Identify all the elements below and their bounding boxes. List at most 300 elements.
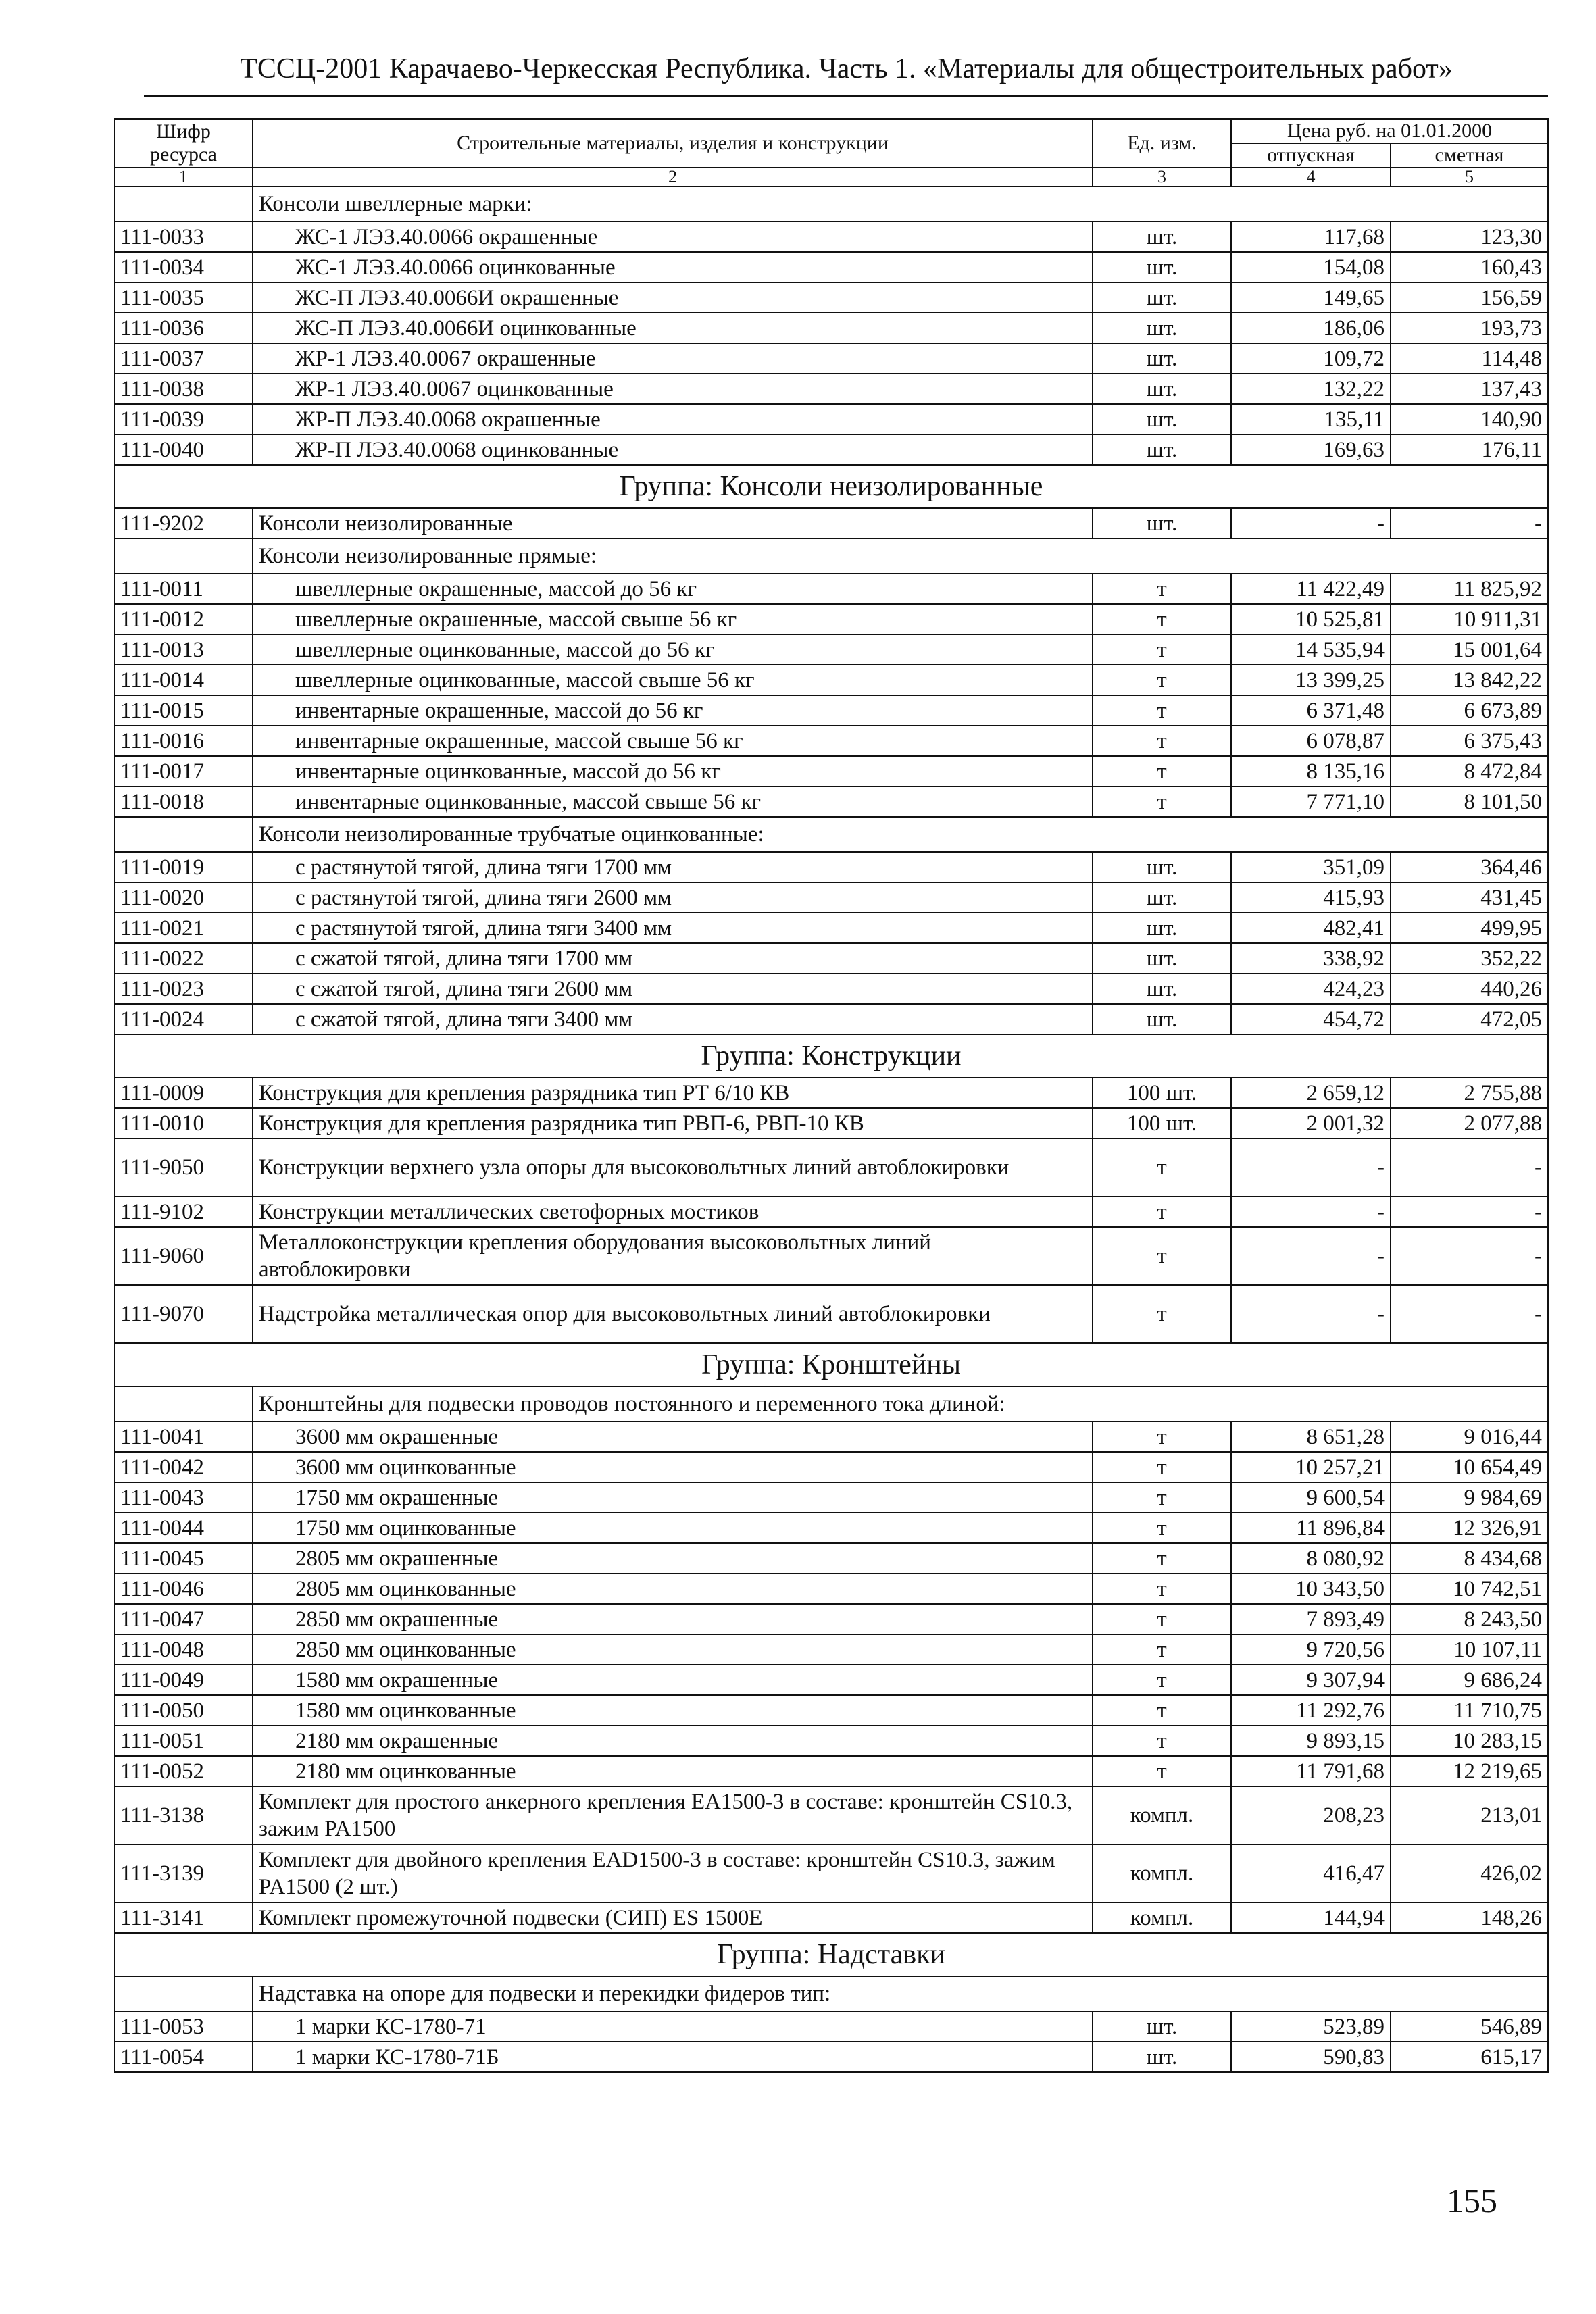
unit-cell: т [1093, 1604, 1231, 1634]
col-price-group-header: Цена руб. на 01.01.2000 [1231, 119, 1548, 143]
resource-code: 111-0010 [114, 1108, 253, 1138]
table-row [114, 1513, 1548, 1543]
release-price: 144,94 [1231, 1903, 1391, 1933]
resource-code: 111-0023 [114, 974, 253, 1004]
material-name: 3600 мм окрашенные [253, 1422, 1093, 1452]
material-name: ЖР-1 ЛЭЗ.40.0067 окрашенные [253, 343, 1093, 374]
unit-cell: шт. [1093, 508, 1231, 538]
group-title: Группа: Надставки [114, 1933, 1548, 1976]
resource-code: 111-0043 [114, 1482, 253, 1513]
unit-cell: шт. [1093, 343, 1231, 374]
material-name: 2850 мм оцинкованные [253, 1634, 1093, 1665]
subheading-row [114, 1976, 1548, 2011]
table-row [114, 282, 1548, 313]
resource-code: 111-0021 [114, 913, 253, 943]
unit-cell: т [1093, 1543, 1231, 1574]
resource-code: 111-0042 [114, 1452, 253, 1482]
resource-code: 111-0044 [114, 1513, 253, 1543]
material-name: ЖС-П ЛЭЗ.40.0066И оцинкованные [253, 313, 1093, 343]
estimate-price: - [1391, 508, 1548, 538]
material-name: с растянутой тягой, длина тяги 2600 мм [253, 882, 1093, 913]
material-name: швеллерные окрашенные, массой до 56 кг [253, 574, 1093, 604]
unit-cell: шт. [1093, 282, 1231, 313]
unit-cell: т [1093, 1138, 1231, 1197]
material-name: швеллерные оцинкованные, массой свыше 56 кг [253, 665, 1093, 695]
estimate-price: 10 911,31 [1391, 604, 1548, 634]
material-name: 1580 мм окрашенные [253, 1665, 1093, 1695]
resource-code: 111-0036 [114, 313, 253, 343]
unit-cell: 100 шт. [1093, 1078, 1231, 1108]
material-name: Надстройка металлическая опор для высоковольтных линий автоблокировки [253, 1285, 1093, 1343]
unit-cell: шт. [1093, 943, 1231, 974]
estimate-price: 12 219,65 [1391, 1756, 1548, 1786]
table-row [114, 1138, 1548, 1197]
unit-cell: шт. [1093, 2011, 1231, 2042]
unit-cell: шт. [1093, 2042, 1231, 2072]
material-name: инвентарные окрашенные, массой до 56 кг [253, 695, 1093, 726]
resource-code: 111-3139 [114, 1844, 253, 1903]
estimate-price: 6 673,89 [1391, 695, 1548, 726]
estimate-price: - [1391, 1285, 1548, 1343]
estimate-price: 9 686,24 [1391, 1665, 1548, 1695]
resource-code: 111-0016 [114, 726, 253, 756]
col-number: 4 [1231, 168, 1391, 186]
unit-cell: шт. [1093, 974, 1231, 1004]
estimate-price: 8 101,50 [1391, 786, 1548, 817]
estimate-price: 8 243,50 [1391, 1604, 1548, 1634]
release-price: 10 257,21 [1231, 1452, 1391, 1482]
estimate-price: 615,17 [1391, 2042, 1548, 2072]
resource-code: 111-0012 [114, 604, 253, 634]
release-price: 8 135,16 [1231, 756, 1391, 786]
material-name: инвентарные оцинкованные, массой до 56 кг [253, 756, 1093, 786]
col-unit-header: Ед. изм. [1093, 119, 1231, 168]
estimate-price: 352,22 [1391, 943, 1548, 974]
table-row [114, 1108, 1548, 1138]
estimate-price: 440,26 [1391, 974, 1548, 1004]
table-row [114, 1004, 1548, 1034]
unit-cell: т [1093, 695, 1231, 726]
resource-code: 111-0009 [114, 1078, 253, 1108]
release-price: 9 307,94 [1231, 1665, 1391, 1695]
material-name: 1 марки КС-1780-71 [253, 2011, 1093, 2042]
table-row [114, 1695, 1548, 1726]
material-name: 1 марки КС-1780-71Б [253, 2042, 1093, 2072]
unit-cell: 100 шт. [1093, 1108, 1231, 1138]
table-row [114, 1634, 1548, 1665]
unit-cell: т [1093, 1513, 1231, 1543]
unit-cell: т [1093, 1634, 1231, 1665]
resource-code: 111-0034 [114, 252, 253, 282]
material-name: швеллерные оцинкованные, массой до 56 кг [253, 634, 1093, 665]
subheading-text: Кронштейны для подвески проводов постоянного и переменного тока длиной: [253, 1386, 1548, 1422]
resource-code: 111-0011 [114, 574, 253, 604]
table-row [114, 252, 1548, 282]
material-name: Консоли неизолированные [253, 508, 1093, 538]
unit-cell: т [1093, 786, 1231, 817]
material-name: 2180 мм оцинкованные [253, 1756, 1093, 1786]
table-row [114, 1452, 1548, 1482]
material-name: Конструкция для крепления разрядника тип РТ 6/10 КВ [253, 1078, 1093, 1108]
subheading-row [114, 1386, 1548, 1422]
unit-cell: шт. [1093, 913, 1231, 943]
material-name: 3600 мм оцинкованные [253, 1452, 1093, 1482]
release-price: 482,41 [1231, 913, 1391, 943]
material-name: ЖС-1 ЛЭЗ.40.0066 оцинкованные [253, 252, 1093, 282]
estimate-price: 148,26 [1391, 1903, 1548, 1933]
unit-cell: шт. [1093, 1004, 1231, 1034]
page-header: ТССЦ-2001 Карачаево-Черкесская Республика. Часть 1. «Материалы для общестроительных работ» [240, 53, 1453, 84]
table-row [114, 974, 1548, 1004]
estimate-price: 10 283,15 [1391, 1726, 1548, 1756]
release-price: 2 001,32 [1231, 1108, 1391, 1138]
resource-code: 111-0015 [114, 695, 253, 726]
unit-cell: т [1093, 1452, 1231, 1482]
unit-cell: компл. [1093, 1903, 1231, 1933]
unit-cell: шт. [1093, 882, 1231, 913]
table-row [114, 1543, 1548, 1574]
table-row [114, 404, 1548, 434]
unit-cell: т [1093, 1574, 1231, 1604]
release-price: 454,72 [1231, 1004, 1391, 1034]
release-price: 351,09 [1231, 852, 1391, 882]
group-row [114, 1343, 1548, 1386]
release-price: 2 659,12 [1231, 1078, 1391, 1108]
resource-code: 111-0019 [114, 852, 253, 882]
group-row [114, 465, 1548, 508]
estimate-price: 9 016,44 [1391, 1422, 1548, 1452]
material-name: Комплект для простого анкерного крепления ЕА1500-3 в составе: кронштейн CS10.3, зажим PA1500 [253, 1786, 1093, 1844]
group-title: Группа: Консоли неизолированные [114, 465, 1548, 508]
col-code-header: Шифр ресурса [114, 119, 253, 168]
estimate-price: 2 077,88 [1391, 1108, 1548, 1138]
table-row [114, 665, 1548, 695]
unit-cell: шт. [1093, 252, 1231, 282]
resource-code: 111-0051 [114, 1726, 253, 1756]
material-name: 2850 мм окрашенные [253, 1604, 1093, 1634]
release-price: 11 791,68 [1231, 1756, 1391, 1786]
table-row [114, 1756, 1548, 1786]
unit-cell: т [1093, 756, 1231, 786]
release-price: 9 600,54 [1231, 1482, 1391, 1513]
resource-code: 111-0038 [114, 374, 253, 404]
page-number: 155 [1447, 2182, 1497, 2219]
unit-cell: шт. [1093, 222, 1231, 252]
group-title: Группа: Кронштейны [114, 1343, 1548, 1386]
release-price: 7 893,49 [1231, 1604, 1391, 1634]
material-name: ЖС-1 ЛЭЗ.40.0066 окрашенные [253, 222, 1093, 252]
subheading-code-cell [114, 538, 253, 574]
release-price: 11 422,49 [1231, 574, 1391, 604]
table-row [114, 2011, 1548, 2042]
subheading-code-cell [114, 1976, 253, 2011]
table-row [114, 574, 1548, 604]
subheading-text: Надставка на опоре для подвески и перекидки фидеров тип: [253, 1976, 1548, 2011]
table-row [114, 604, 1548, 634]
estimate-price: 472,05 [1391, 1004, 1548, 1034]
estimate-price: 8 434,68 [1391, 1543, 1548, 1574]
col-number: 5 [1391, 168, 1548, 186]
resource-code: 111-0052 [114, 1756, 253, 1786]
estimate-price: 213,01 [1391, 1786, 1548, 1844]
table-row [114, 1197, 1548, 1227]
table-row [114, 882, 1548, 913]
table-row [114, 434, 1548, 465]
material-name: Металлоконструкции крепления оборудования высоковольтных линий автоблокировки [253, 1227, 1093, 1285]
release-price: 13 399,25 [1231, 665, 1391, 695]
table-row [114, 1422, 1548, 1452]
release-price: 523,89 [1231, 2011, 1391, 2042]
estimate-price: - [1391, 1227, 1548, 1285]
header-rule [144, 95, 1548, 97]
unit-cell: т [1093, 1726, 1231, 1756]
table-row [114, 726, 1548, 756]
col-number: 1 [114, 168, 253, 186]
table-row [114, 1285, 1548, 1343]
group-title: Группа: Конструкции [114, 1034, 1548, 1078]
subheading-row [114, 817, 1548, 852]
table-row [114, 1726, 1548, 1756]
unit-cell: компл. [1093, 1786, 1231, 1844]
resource-code: 111-3141 [114, 1903, 253, 1933]
unit-cell: т [1093, 1422, 1231, 1452]
material-name: Комплект промежуточной подвески (СИП) ES 1500E [253, 1903, 1093, 1933]
estimate-price: 12 326,91 [1391, 1513, 1548, 1543]
material-name: ЖР-П ЛЭЗ.40.0068 окрашенные [253, 404, 1093, 434]
unit-cell: т [1093, 1197, 1231, 1227]
estimate-price: 137,43 [1391, 374, 1548, 404]
material-name: ЖР-П ЛЭЗ.40.0068 оцинкованные [253, 434, 1093, 465]
resource-code: 111-0040 [114, 434, 253, 465]
group-row [114, 1933, 1548, 1976]
subheading-code-cell [114, 1386, 253, 1422]
release-price: 135,11 [1231, 404, 1391, 434]
unit-cell: т [1093, 1695, 1231, 1726]
resource-code: 111-9102 [114, 1197, 253, 1227]
estimate-price: 499,95 [1391, 913, 1548, 943]
resource-code: 111-0024 [114, 1004, 253, 1034]
resource-code: 111-3138 [114, 1786, 253, 1844]
col-number: 2 [253, 168, 1093, 186]
release-price: - [1231, 1285, 1391, 1343]
resource-code: 111-0022 [114, 943, 253, 974]
material-name: с сжатой тягой, длина тяги 2600 мм [253, 974, 1093, 1004]
resource-code: 111-9202 [114, 508, 253, 538]
material-name: 1580 мм оцинкованные [253, 1695, 1093, 1726]
resource-code: 111-0037 [114, 343, 253, 374]
estimate-price: 8 472,84 [1391, 756, 1548, 786]
release-price: 154,08 [1231, 252, 1391, 282]
estimate-price: 10 107,11 [1391, 1634, 1548, 1665]
estimate-price: 13 842,22 [1391, 665, 1548, 695]
table-row [114, 1844, 1548, 1903]
resource-code: 111-0046 [114, 1574, 253, 1604]
group-row [114, 1034, 1548, 1078]
table-row [114, 2042, 1548, 2072]
release-price: 9 720,56 [1231, 1634, 1391, 1665]
col-estimate-header: сметная [1391, 143, 1548, 168]
resource-code: 111-0033 [114, 222, 253, 252]
table-row [114, 1903, 1548, 1933]
resource-code: 111-9060 [114, 1227, 253, 1285]
release-price: 416,47 [1231, 1844, 1391, 1903]
release-price: - [1231, 508, 1391, 538]
unit-cell: т [1093, 574, 1231, 604]
estimate-price: 160,43 [1391, 252, 1548, 282]
material-name: 1750 мм оцинкованные [253, 1513, 1093, 1543]
table-row [114, 852, 1548, 882]
estimate-price: 156,59 [1391, 282, 1548, 313]
unit-cell: т [1093, 604, 1231, 634]
col-release-header: отпускная [1231, 143, 1391, 168]
material-name: ЖР-1 ЛЭЗ.40.0067 оцинкованные [253, 374, 1093, 404]
material-name: с растянутой тягой, длина тяги 1700 мм [253, 852, 1093, 882]
estimate-price: 6 375,43 [1391, 726, 1548, 756]
resource-code: 111-0049 [114, 1665, 253, 1695]
material-name: Конструкция для крепления разрядника тип РВП-6, РВП-10 КВ [253, 1108, 1093, 1138]
material-name: Конструкции металлических светофорных мостиков [253, 1197, 1093, 1227]
table-row [114, 1078, 1548, 1108]
table-row [114, 695, 1548, 726]
unit-cell: шт. [1093, 374, 1231, 404]
material-name: Конструкции верхнего узла опоры для высоковольтных линий автоблокировки [253, 1138, 1093, 1197]
table-row [114, 913, 1548, 943]
resource-code: 111-0014 [114, 665, 253, 695]
material-name: инвентарные окрашенные, массой свыше 56 кг [253, 726, 1093, 756]
release-price: 149,65 [1231, 282, 1391, 313]
table-row [114, 1574, 1548, 1604]
release-price: 208,23 [1231, 1786, 1391, 1844]
release-price: 6 371,48 [1231, 695, 1391, 726]
resource-code: 111-0018 [114, 786, 253, 817]
unit-cell: т [1093, 665, 1231, 695]
resource-code: 111-9070 [114, 1285, 253, 1343]
resource-code: 111-0047 [114, 1604, 253, 1634]
subheading-row [114, 538, 1548, 574]
resource-code: 111-0054 [114, 2042, 253, 2072]
material-name: 1750 мм окрашенные [253, 1482, 1093, 1513]
subheading-text: Консоли швеллерные марки: [253, 186, 1548, 222]
resource-code: 111-0020 [114, 882, 253, 913]
material-name: швеллерные окрашенные, массой свыше 56 кг [253, 604, 1093, 634]
resource-code: 111-0017 [114, 756, 253, 786]
resource-code: 111-0053 [114, 2011, 253, 2042]
col-number: 3 [1093, 168, 1231, 186]
table-row [114, 1665, 1548, 1695]
unit-cell: шт. [1093, 434, 1231, 465]
release-price: 117,68 [1231, 222, 1391, 252]
estimate-price: 15 001,64 [1391, 634, 1548, 665]
unit-cell: т [1093, 1665, 1231, 1695]
subheading-code-cell [114, 817, 253, 852]
resource-code: 111-0041 [114, 1422, 253, 1452]
table-row [114, 1482, 1548, 1513]
subheading-text: Консоли неизолированные прямые: [253, 538, 1548, 574]
estimate-price: 431,45 [1391, 882, 1548, 913]
table-row [114, 756, 1548, 786]
resource-code: 111-9050 [114, 1138, 253, 1197]
unit-cell: шт. [1093, 404, 1231, 434]
table-row [114, 508, 1548, 538]
estimate-price: 176,11 [1391, 434, 1548, 465]
estimate-price: 9 984,69 [1391, 1482, 1548, 1513]
price-table [114, 118, 1549, 2073]
release-price: 424,23 [1231, 974, 1391, 1004]
estimate-price: 193,73 [1391, 313, 1548, 343]
resource-code: 111-0050 [114, 1695, 253, 1726]
table-body [114, 186, 1548, 2072]
material-name: 2805 мм окрашенные [253, 1543, 1093, 1574]
estimate-price: - [1391, 1197, 1548, 1227]
unit-cell: компл. [1093, 1844, 1231, 1903]
release-price: 338,92 [1231, 943, 1391, 974]
material-name: с сжатой тягой, длина тяги 1700 мм [253, 943, 1093, 974]
table-row [114, 313, 1548, 343]
release-price: - [1231, 1197, 1391, 1227]
release-price: 186,06 [1231, 313, 1391, 343]
estimate-price: 546,89 [1391, 2011, 1548, 2042]
release-price: 109,72 [1231, 343, 1391, 374]
release-price: - [1231, 1227, 1391, 1285]
estimate-price: 2 755,88 [1391, 1078, 1548, 1108]
estimate-price: 426,02 [1391, 1844, 1548, 1903]
estimate-price: 114,48 [1391, 343, 1548, 374]
table-row [114, 786, 1548, 817]
table-row [114, 943, 1548, 974]
unit-cell: т [1093, 726, 1231, 756]
release-price: 11 896,84 [1231, 1513, 1391, 1543]
table-row [114, 1227, 1548, 1285]
release-price: 8 080,92 [1231, 1543, 1391, 1574]
col-name-header: Строительные материалы, изделия и конструкции [253, 119, 1093, 168]
material-name: Комплект для двойного крепления EAD1500-3 в составе: кронштейн CS10.3, зажим PA1500 (2 шт.) [253, 1844, 1093, 1903]
release-price: 14 535,94 [1231, 634, 1391, 665]
release-price: 590,83 [1231, 2042, 1391, 2072]
release-price: 6 078,87 [1231, 726, 1391, 756]
estimate-price: - [1391, 1138, 1548, 1197]
resource-code: 111-0035 [114, 282, 253, 313]
resource-code: 111-0013 [114, 634, 253, 665]
material-name: с растянутой тягой, длина тяги 3400 мм [253, 913, 1093, 943]
unit-cell: т [1093, 1756, 1231, 1786]
release-price: 10 525,81 [1231, 604, 1391, 634]
release-price: 132,22 [1231, 374, 1391, 404]
release-price: 415,93 [1231, 882, 1391, 913]
release-price: 169,63 [1231, 434, 1391, 465]
table-row [114, 1786, 1548, 1844]
estimate-price: 123,30 [1391, 222, 1548, 252]
resource-code: 111-0039 [114, 404, 253, 434]
table-row [114, 634, 1548, 665]
resource-code: 111-0045 [114, 1543, 253, 1574]
unit-cell: т [1093, 1285, 1231, 1343]
unit-cell: т [1093, 1227, 1231, 1285]
release-price: - [1231, 1138, 1391, 1197]
resource-code: 111-0048 [114, 1634, 253, 1665]
estimate-price: 11 825,92 [1391, 574, 1548, 604]
subheading-text: Консоли неизолированные трубчатые оцинкованные: [253, 817, 1548, 852]
estimate-price: 10 654,49 [1391, 1452, 1548, 1482]
material-name: 2180 мм окрашенные [253, 1726, 1093, 1756]
material-name: инвентарные оцинкованные, массой свыше 56 кг [253, 786, 1093, 817]
table-row [114, 343, 1548, 374]
estimate-price: 140,90 [1391, 404, 1548, 434]
unit-cell: шт. [1093, 313, 1231, 343]
table-row [114, 1604, 1548, 1634]
release-price: 9 893,15 [1231, 1726, 1391, 1756]
unit-cell: шт. [1093, 852, 1231, 882]
estimate-price: 364,46 [1391, 852, 1548, 882]
